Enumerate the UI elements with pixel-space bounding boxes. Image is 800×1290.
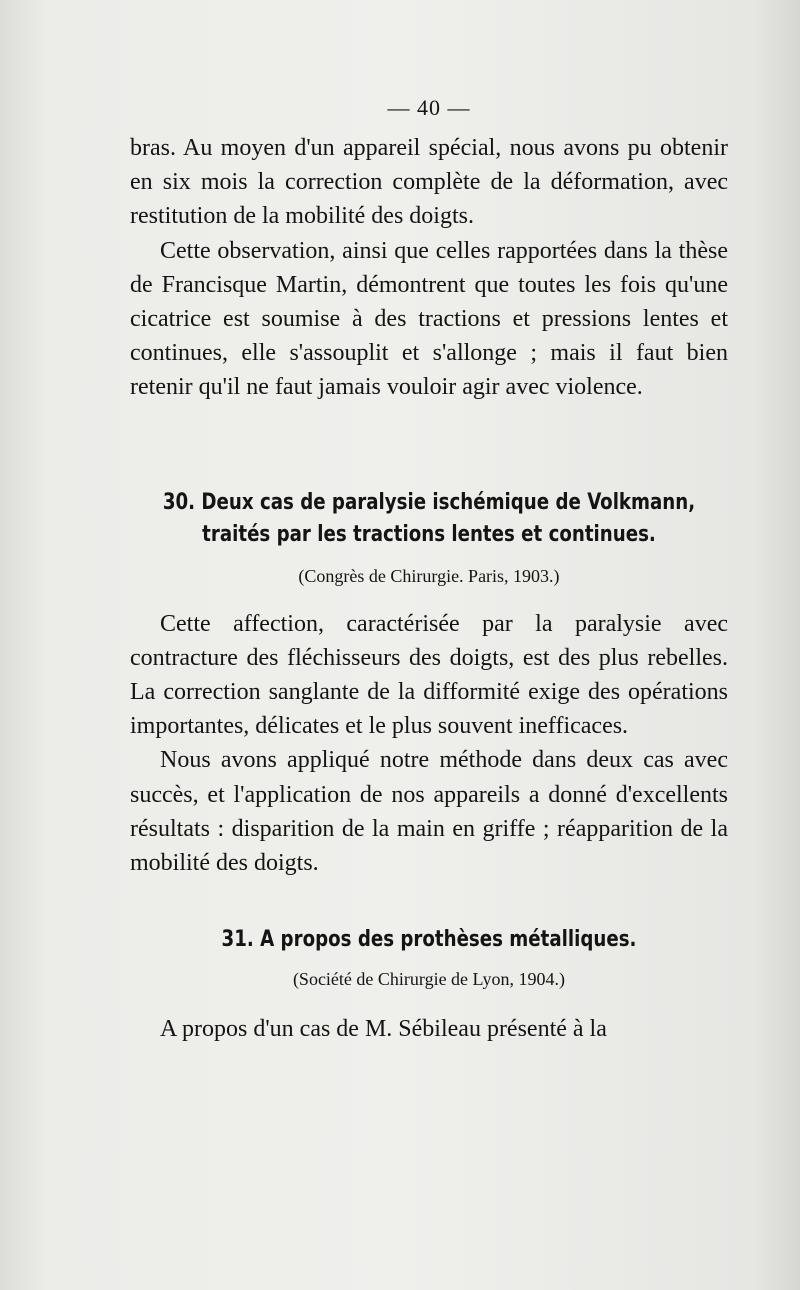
section-30-title-line2: traités par les tractions lentes et continues. — [202, 521, 656, 547]
section-31-paragraph: A propos d'un cas de M. Sébileau présenté à la — [160, 1016, 607, 1043]
page-text — [130, 95, 728, 1046]
section-30-paragraph-2: Nous avons appliqué notre méthode dans deux cas avec succès, et l'application de nos appareils a donné d'excellents résultats : disparition de la main en griffe ; réapparition de la mobilité des doigts. — [130, 747, 728, 877]
section-30-source: (Congrès de Chirurgie. Paris, 1903.) — [298, 565, 560, 586]
section-30-heading — [130, 487, 728, 551]
section-31-source: (Société de Chirurgie de Lyon, 1904.) — [292, 969, 566, 990]
paragraph-observation: Cette observation, ainsi que celles rapportées dans la thèse de Francisque Martin, démontrent que toutes les fois qu'une cicatrice est soumise à des tractions et pressions lentes et continues, elle s'assouplit et s'allonge ; mais il faut bien retenir qu'il ne faut jamais vouloir agir avec violence. — [130, 237, 728, 401]
page-number: — 40 — — [387, 95, 471, 120]
section-31-title: 31. A propos des prothèses métalliques. — [221, 927, 637, 953]
section-30-title-line1: 30. Deux cas de paralysie ischémique de Volkmann, — [162, 489, 696, 515]
section-30-paragraph-1: Cette affection, caractérisée par la paralysie avec contracture des fléchisseurs des doigts, est des plus rebelles. La correction sanglante de la difformité exige des opérations importantes, délicates et le plus souvent inefficaces. — [130, 610, 728, 740]
paragraph-continuation: bras. Au moyen d'un appareil spécial, nous avons pu obtenir en six mois la correction complète de la déformation, avec restitution de la mobilité des doigts. — [130, 135, 728, 230]
